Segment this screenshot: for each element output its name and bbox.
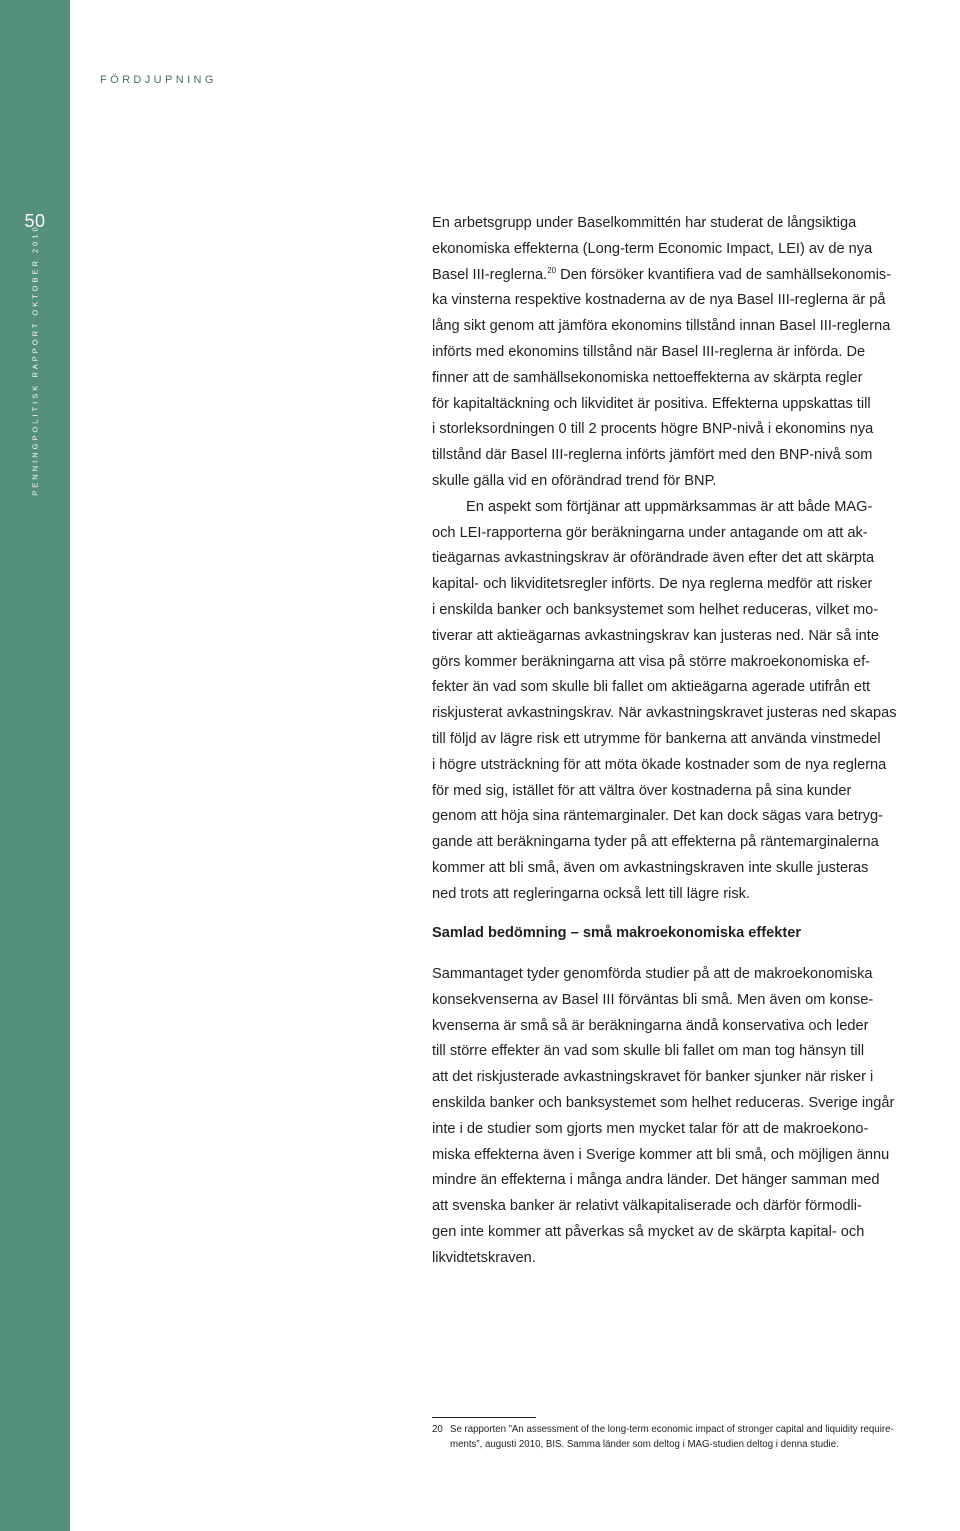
text-line: kapital- och likviditetsregler införts. De nya reglerna medför att risker: [432, 576, 873, 593]
text-line: för kapitaltäckning och likviditet är positiva. Effekterna uppskattas till: [432, 395, 871, 412]
footnote: [432, 1423, 960, 1452]
text-line: mindre än effekterna i många andra länder. Det hänger samman med: [432, 1172, 880, 1189]
text-line: konsekvenserna av Basel III förväntas bli små. Men även om konse-: [432, 991, 874, 1008]
text-line: ekonomiska effekterna (Long-term Economic Impact, LEI) av de nya: [432, 240, 873, 257]
section-heading: Samlad bedömning – små makroekonomiska effekter: [432, 925, 802, 941]
footnote-number: 20: [432, 1424, 443, 1435]
text-fragment: Basel III-reglerna.: [432, 266, 548, 283]
text-line: ka vinsterna respektive kostnaderna av de nya Basel III-reglerna är på: [432, 292, 886, 309]
text-line: i enskilda banker och banksystemet som helhet reduceras, vilket mo-: [432, 601, 879, 618]
text-line: genom att höja sina räntemarginaler. Det kan dock sägas vara betryg-: [432, 808, 884, 825]
paragraph-2: [432, 495, 960, 908]
sidebar-band: [0, 0, 70, 1531]
text-line: tiverar att aktieägarnas avkastningskrav kan justeras ned. När så inte: [432, 627, 879, 644]
footnote-line: ments”, augusti 2010, BIS. Samma länder som deltog i MAG-studien deltog i denna studie.: [450, 1438, 839, 1450]
text-line: kommer att bli små, även om avkastningskraven inte skulle justeras: [432, 859, 869, 876]
footnote-reference[interactable]: 20: [547, 265, 557, 275]
text-line: En arbetsgrupp under Baselkommittén har studerat de långsiktiga: [432, 215, 857, 231]
text-line: att det riskjusterade avkastningskravet för banker sjunker när risker i: [432, 1069, 874, 1086]
paragraph-1: [432, 211, 960, 495]
running-title: PENNINGPOLITISK RAPPORT OKTOBER 2010: [30, 224, 40, 496]
text-line: En aspekt som förtjänar att uppmärksammas är att både MAG-: [466, 498, 873, 515]
text-line: miska effekterna även i Sverige kommer att bli små, och möjligen ännu: [432, 1146, 890, 1163]
text-line: i högre utsträckning för att möta ökade kostnader som de nya reglerna: [432, 756, 887, 773]
text-line: tieägarnas avkastningskrav är oförändrade även efter det att skärpta: [432, 550, 875, 567]
text-line: och LEI-rapporterna gör beräkningarna under antagande om att ak-: [432, 524, 868, 541]
text-line: för med sig, istället för att vältra över kostnaderna på sina kunder: [432, 782, 852, 799]
text-line: lång sikt genom att jämföra ekonomins tillstånd innan Basel III-reglerna: [432, 318, 891, 335]
text-fragment: Den försöker kvantifiera vad de samhällsekonomis-: [556, 266, 892, 283]
text-line: skulle gälla vid en oförändrad trend för BNP.: [432, 472, 717, 489]
text-line: införts med ekonomins tillstånd när Basel III-reglerna är införda. De: [432, 343, 866, 360]
text-line: tillstånd där Basel III-reglerna införts jämfört med den BNP-nivå som: [432, 447, 873, 464]
text-line: finner att de samhällsekonomiska nettoeffekterna av skärpta regler: [432, 369, 863, 386]
text-line: fekter än vad som skulle bli fallet om aktieägarna agerade utifrån ett: [432, 679, 871, 696]
text-line: gen inte kommer att påverkas så mycket av de skärpta kapital- och: [432, 1223, 865, 1240]
text-line: till större effekter än vad som skulle bli fallet om man tog hänsyn till: [432, 1043, 865, 1060]
text-line: i storleksordningen 0 till 2 procents högre BNP-nivå i ekonomins nya: [432, 421, 874, 438]
footnote-text: [450, 1423, 960, 1452]
text-line: kvenserna är små så är beräkningarna ändå konservativa och leder: [432, 1017, 869, 1034]
text-line: enskilda banker och banksystemet som helhet reduceras. Sverige ingår: [432, 1094, 895, 1111]
text-line: att svenska banker är relativt välkapitaliserade och därför förmodli-: [432, 1198, 862, 1215]
text-line: görs kommer beräkningarna att visa på större makroekonomiska ef-: [432, 653, 870, 670]
footnote-divider: [432, 1417, 536, 1418]
summary-paragraph: [432, 962, 960, 1272]
text-line: likvidtetskraven.: [432, 1249, 536, 1266]
text-line: Sammantaget tyder genomförda studier på att de makroekonomiska: [432, 966, 873, 982]
text-line: ned trots att regleringarna också lett till lägre risk.: [432, 885, 750, 902]
section-label: FÖRDJUPNING: [100, 74, 217, 86]
text-line: riskjusterat avkastningskrav. När avkastningskravet justeras ned skapas: [432, 705, 897, 722]
text-line: till följd av lägre risk ett utrymme för bankerna att använda vinstmedel: [432, 730, 881, 747]
footnote-line: Se rapporten ”An assessment of the long-term economic impact of stronger capital and liquidity require-: [450, 1424, 894, 1435]
text-line: inte i de studier som gjorts men mycket talar för att de makroekono-: [432, 1120, 869, 1137]
text-line-with-footnote: [432, 263, 960, 289]
text-line: gande att beräkningarna tyder på att effekterna på räntemarginalerna: [432, 834, 879, 851]
page-number: 50: [24, 211, 46, 231]
body-text: [432, 211, 960, 908]
